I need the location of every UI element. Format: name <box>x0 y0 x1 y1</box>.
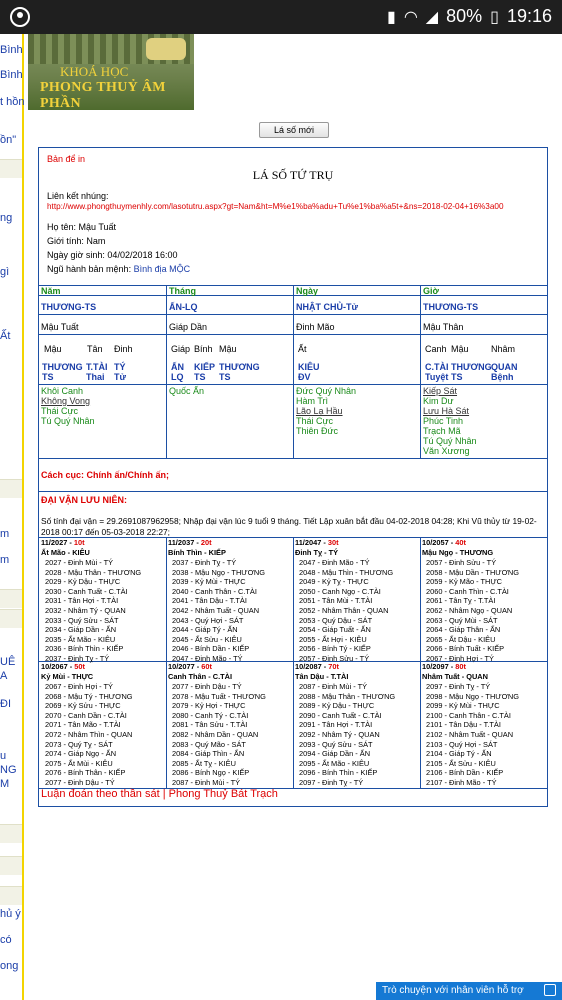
element-row <box>47 264 190 274</box>
year-row: 2095 - Ất Mão - KIÊU <box>299 758 370 768</box>
year-row: 2050 - Canh Ngọ - C.TÀI <box>299 586 381 596</box>
ten-god-state: Bệnh <box>491 372 514 382</box>
year-row: 2047 - Đinh Mão - TÝ <box>172 654 243 663</box>
shensha-item: Đức Quý Nhân <box>296 386 357 396</box>
shensha-item: Hàm Trì <box>296 396 329 406</box>
year-row: 2028 - Mậu Thân - THƯƠNG <box>45 567 142 577</box>
element-value: Bình địa MỘC <box>133 264 191 274</box>
shensha-item: Thái Cực <box>41 406 79 416</box>
period-stem: Kỷ Mùi - THỰC <box>41 672 94 681</box>
year-row: 2099 - Kỷ Mùi - THỰC <box>426 701 500 711</box>
period-stem: Ất Mão - KIÊU <box>41 548 90 557</box>
ten-god: THƯƠNG <box>451 362 492 372</box>
shensha-item: Trạch Mã <box>423 426 461 436</box>
feng-shui-link[interactable]: Phong Thuỷ Bát Trạch <box>168 788 278 800</box>
ten-god-state: LQ <box>171 372 184 382</box>
account-icon <box>10 7 30 27</box>
year-row: 2097 - Đinh Tỵ - TÝ <box>426 682 491 691</box>
dai-van-description: Số tính đại vận = 29.2691087962958; Nhập đại vận lúc 9 tuổi 9 tháng. Tiết Lập xuân bắt đầu 04-02-2018 04:28; Khi Vũ thủy từ 19-02-2018 00:17 đến 05-03-2018 22:27; <box>41 516 537 537</box>
year-row: 2067 - Đinh Hợi - TÝ <box>45 682 113 691</box>
year-row: 2051 - Tân Mùi - T.TÀI <box>299 596 373 606</box>
year-row: 2058 - Mậu Dần - THƯƠNG <box>426 567 520 577</box>
year-row: 2030 - Canh Tuất - C.TÀI <box>45 586 128 596</box>
ten-god: KIÊU <box>298 362 320 372</box>
period-date: 11/2037 - <box>168 538 201 547</box>
year-row: 2056 - Bính Tý - KIẾP <box>299 644 371 654</box>
pillar-day-star: NHẬT CHỦ-Tử <box>296 302 359 312</box>
ten-god: C.TÀI <box>425 362 449 372</box>
ten-god: ẤN <box>171 362 184 372</box>
period-header <box>168 538 212 548</box>
year-row: 2096 - Bính Thìn - KIẾP <box>299 768 378 778</box>
year-row: 2061 - Tân Tỵ - T.TÀI <box>426 596 496 606</box>
period-header <box>422 662 466 672</box>
year-row: 2093 - Quý Sửu - SÁT <box>299 739 373 749</box>
pillar-hour-can: Mậu Thân <box>423 322 464 332</box>
pillar-hour-star: THƯƠNG-TS <box>423 302 479 312</box>
yin-yang-logo <box>146 38 186 60</box>
ten-god-state: Tử <box>114 372 127 382</box>
sidebar-link[interactable]: t hồn <box>0 96 25 108</box>
shensha-item: Tú Quý Nhân <box>423 436 477 446</box>
ten-god: TÝ <box>114 362 126 372</box>
year-row: 2075 - Ất Mùi - KIÊU <box>45 758 113 768</box>
year-row: 2052 - Nhâm Thân - QUAN <box>299 606 389 615</box>
ten-god: THƯƠNG <box>42 362 83 372</box>
period-date: 10/2087 - <box>295 662 329 671</box>
banner-line1: KHOÁ HỌC <box>60 64 129 79</box>
year-row: 2089 - Kỷ Dậu - THỰC <box>299 701 375 711</box>
ten-god-state: TS <box>42 372 54 382</box>
ten-god: QUAN <box>491 362 518 372</box>
year-row: 2031 - Tân Hợi - T.TÀI <box>45 596 119 606</box>
period-age: 40t <box>455 538 466 547</box>
period-stem: Đinh Tỵ - TÝ <box>295 548 339 557</box>
course-banner[interactable] <box>28 34 194 110</box>
sidebar-link[interactable]: Ất <box>0 330 11 342</box>
cach-cuc: Cách cục: Chính ấn/Chính ấn; <box>41 470 170 480</box>
year-row: 2037 - Đinh Tỵ - TÝ <box>45 654 110 663</box>
year-row: 2057 - Đinh Sửu - TÝ <box>299 654 370 663</box>
shensha-item: Văn Xương <box>423 446 470 456</box>
year-row: 2083 - Quý Mão - SÁT <box>172 739 246 749</box>
footer-separator: | <box>159 788 169 800</box>
sidebar-link[interactable]: ồn" <box>0 134 17 146</box>
pillar-hour-head: Giờ <box>423 286 439 296</box>
year-row: 2081 - Tân Sửu - T.TÀI <box>172 720 248 730</box>
year-row: 2036 - Bính Thìn - KIẾP <box>45 644 124 654</box>
year-row: 2070 - Canh Dần - C.TÀI <box>45 710 127 720</box>
year-row: 2042 - Nhâm Tuất - QUAN <box>172 606 260 615</box>
clock: 19:16 <box>506 6 552 26</box>
year-row: 2062 - Nhâm Ngọ - QUAN <box>426 606 513 615</box>
hidden-stem: Mậu <box>44 344 62 354</box>
year-row: 2086 - Bính Ngọ - KIẾP <box>172 768 250 778</box>
pillar-day-can: Đinh Mão <box>296 322 335 332</box>
battery-level: 80% <box>446 6 483 26</box>
sidebar-link[interactable]: ĐI <box>0 698 11 710</box>
period-age: 10t <box>73 538 85 547</box>
pillar-year-head: Năm <box>41 286 61 296</box>
year-row: 2101 - Tân Dậu - T.TÀI <box>426 720 501 730</box>
year-row: 2034 - Giáp Dần - ẤN <box>45 625 117 635</box>
year-row: 2035 - Ất Mão - KIÊU <box>45 634 116 644</box>
ten-god-state: TS <box>194 372 206 382</box>
notification-icon: ▮ <box>387 8 396 26</box>
year-row: 2032 - Nhâm Tý - QUAN <box>45 606 126 615</box>
shensha-analysis-link[interactable]: Luận đoán theo thần sát <box>41 788 160 800</box>
hidden-stem: Đinh <box>114 344 133 354</box>
year-row: 2073 - Quý Tỵ - SÁT <box>45 739 113 749</box>
sidebar-link[interactable]: ong <box>0 960 19 972</box>
period-header <box>295 662 339 672</box>
sidebar-link[interactable]: có <box>0 934 12 946</box>
year-row: 2037 - Đinh Tỵ - TÝ <box>172 558 237 567</box>
year-row: 2097 - Đinh Tỵ - TÝ <box>299 778 364 787</box>
year-row: 2077 - Đinh Dậu - TÝ <box>172 682 242 691</box>
sidebar-link[interactable]: m <box>0 528 10 540</box>
period-stem: Bính Thìn - KIẾP <box>168 548 226 557</box>
sidebar-link[interactable]: ng <box>0 212 13 224</box>
year-row: 2072 - Nhâm Thìn - QUAN <box>45 730 133 739</box>
sidebar-link[interactable]: hủ ý <box>0 908 21 920</box>
battery-icon: ▯ <box>490 8 499 26</box>
period-header <box>168 662 212 672</box>
ten-god: KIẾP <box>194 362 216 372</box>
left-sidebar <box>0 34 24 1000</box>
shensha-item: Tú Quý Nhân <box>41 416 95 426</box>
period-stem: Mậu Ngọ - THƯƠNG <box>422 548 494 557</box>
period-stem: Tân Dậu - T.TÀI <box>295 672 349 681</box>
shensha-item[interactable]: Kiếp Sát <box>423 386 458 396</box>
birth-datetime: Ngày giờ sinh: 04/02/2018 16:00 <box>47 250 178 260</box>
banner-line2: PHONG THUỶ ÂM PHẦN <box>40 80 166 110</box>
shensha-item: Khôi Canh <box>41 386 84 396</box>
year-row: 2079 - Kỷ Hợi - THỰC <box>172 701 246 711</box>
chat-label: Trò chuyện với nhân viên hỗ trợ <box>382 985 524 996</box>
year-row: 2049 - Kỷ Tỵ - THỰC <box>299 577 369 587</box>
sidebar-link[interactable]: gì <box>0 266 10 278</box>
gender: Giới tính: Nam <box>47 236 106 246</box>
sidebar-link[interactable]: u <box>0 750 7 762</box>
year-row: 2103 - Quý Hợi - SÁT <box>426 739 498 749</box>
footer-links <box>41 788 278 800</box>
year-row: 2046 - Bính Dần - KIẾP <box>172 644 250 654</box>
shensha-item: Thái Cực <box>296 416 334 426</box>
year-row: 2107 - Đinh Mão - TÝ <box>426 778 497 787</box>
period-date: 11/2047 - <box>295 538 328 547</box>
year-row: 2084 - Giáp Thìn - ẤN <box>172 749 245 759</box>
year-row: 2029 - Kỷ Dậu - THỰC <box>45 577 121 587</box>
year-row: 2071 - Tân Mão - T.TÀI <box>45 720 121 730</box>
year-row: 2055 - Ất Hợi - KIÊU <box>299 634 367 644</box>
sidebar-link[interactable]: Bình <box>0 69 23 81</box>
year-row: 2082 - Nhâm Dần - QUAN <box>172 730 259 739</box>
year-row: 2064 - Giáp Thân - ẤN <box>426 625 501 635</box>
period-stem: Canh Thân - C.TÀI <box>168 672 233 681</box>
sidebar-link[interactable]: Bình <box>0 44 23 56</box>
shensha-item[interactable]: Không Vong <box>41 396 91 406</box>
ten-god-state: Thai <box>86 372 105 382</box>
year-row: 2053 - Quý Dậu - SÁT <box>299 615 373 625</box>
pillar-year-can: Mậu Tuất <box>41 322 79 332</box>
ten-god-state: Tuyệt <box>425 372 449 382</box>
year-row: 2088 - Mậu Thân - THƯƠNG <box>299 691 396 701</box>
period-date: 11/2027 - <box>41 538 74 547</box>
full-name: Họ tên: Mậu Tuất <box>47 222 117 232</box>
ten-god: THƯƠNG <box>219 362 260 372</box>
embed-url[interactable]: http://www.phongthuymenhly.com/lasotutru.aspx?gt=Nam&ht=M%e1%ba%adu+Tu%e1%ba%a5t+&ns=2018-02-04+16%3a00 <box>47 202 504 211</box>
year-row: 2048 - Mậu Thìn - THƯƠNG <box>299 567 394 577</box>
hidden-stem: Nhâm <box>491 344 516 354</box>
year-row: 2090 - Canh Tuất - C.TÀI <box>299 710 382 720</box>
year-row: 2098 - Mậu Ngọ - THƯƠNG <box>426 691 520 701</box>
period-age: 20t <box>200 538 212 547</box>
period-age: 70t <box>328 662 339 671</box>
year-row: 2047 - Đinh Mão - TÝ <box>299 558 370 567</box>
shensha-item: Thiên Đức <box>296 426 339 436</box>
year-row: 2105 - Ất Sửu - KIÊU <box>426 758 496 768</box>
shensha-item[interactable]: Lưu Hà Sát <box>423 406 470 416</box>
pillar-month-head: Tháng <box>169 286 196 296</box>
year-row: 2085 - Ất Tỵ - KIÊU <box>172 758 236 768</box>
year-row: 2067 - Đinh Hợi - TÝ <box>426 654 494 663</box>
year-row: 2068 - Mậu Tý - THƯƠNG <box>45 691 133 701</box>
year-row: 2094 - Giáp Dần - ẤN <box>299 749 371 759</box>
shensha-item: Kim Dư <box>423 396 454 406</box>
year-row: 2027 - Đinh Mùi - TÝ <box>45 558 114 567</box>
ten-god-state: TS <box>451 372 463 382</box>
year-row: 2066 - Bính Tuất - KIẾP <box>426 644 505 654</box>
year-row: 2054 - Giáp Tuất - ẤN <box>299 625 371 635</box>
print-link[interactable]: Bản để in <box>47 154 86 164</box>
year-row: 2040 - Canh Thân - C.TÀI <box>172 586 257 596</box>
hidden-stem: Bính <box>194 344 213 354</box>
shensha-item[interactable]: Lão Lạ Hầu <box>296 406 343 416</box>
shensha-item: Quốc Ấn <box>169 386 205 396</box>
ten-god-state: ĐV <box>298 372 311 382</box>
period-age: 60t <box>201 662 212 671</box>
period-header <box>295 538 339 548</box>
pillar-day-head: Ngày <box>296 286 319 296</box>
sidebar-link[interactable]: UÊ <box>0 656 16 668</box>
year-row: 2057 - Đinh Sửu - TÝ <box>426 558 497 567</box>
shensha-item: Phúc Tinh <box>423 416 464 426</box>
year-row: 2038 - Mậu Ngọ - THƯƠNG <box>172 567 266 577</box>
period-age: 50t <box>74 662 85 671</box>
year-row: 2106 - Bính Dần - KIẾP <box>426 768 504 778</box>
period-date: 10/2067 - <box>41 662 75 671</box>
ten-god-state: TS <box>219 372 231 382</box>
year-row: 2059 - Kỷ Mão - THỰC <box>426 577 502 587</box>
year-row: 2076 - Bính Thân - KIẾP <box>45 768 126 778</box>
period-header <box>41 662 85 672</box>
hidden-stem: Ất <box>298 344 307 354</box>
year-row: 2074 - Giáp Ngọ - ẤN <box>45 749 117 759</box>
period-date: 10/2077 - <box>168 662 202 671</box>
sidebar-link[interactable]: m <box>0 554 10 566</box>
year-row: 2087 - Đinh Mùi - TÝ <box>299 682 368 691</box>
year-row: 2063 - Quý Mùi - SÁT <box>426 615 498 625</box>
year-row: 2041 - Tân Dậu - T.TÀI <box>172 596 247 606</box>
year-row: 2039 - Kỷ Mùi - THỰC <box>172 577 246 587</box>
year-row: 2077 - Đinh Dậu - TÝ <box>45 778 115 787</box>
year-row: 2100 - Canh Thân - C.TÀI <box>426 710 511 720</box>
year-row: 2087 - Đinh Mùi - TÝ <box>172 778 241 787</box>
year-row: 2080 - Canh Tý - C.TÀI <box>172 710 249 720</box>
year-row: 2104 - Giáp Tý - ẤN <box>426 749 492 759</box>
hidden-stem: Giáp <box>171 344 191 354</box>
period-header <box>422 538 466 548</box>
link-label: Liên kết nhúng: <box>47 191 109 201</box>
hidden-stem: Mậu <box>451 344 469 354</box>
period-header <box>41 538 85 548</box>
element-label: Ngũ hành bản mệnh: <box>47 264 132 274</box>
expand-icon <box>544 984 556 996</box>
hidden-stem: Mậu <box>219 344 237 354</box>
dai-van-heading: ĐẠI VẬN LƯU NIÊN: <box>41 495 127 505</box>
year-row: 2065 - Ất Dậu - KIÊU <box>426 634 496 644</box>
year-row: 2078 - Mậu Tuất - THƯƠNG <box>172 691 266 701</box>
year-row: 2043 - Quý Hợi - SÁT <box>172 615 244 625</box>
year-row: 2033 - Quý Sửu - SÁT <box>45 615 119 625</box>
year-row: 2045 - Ất Sửu - KIÊU <box>172 634 242 644</box>
period-age: 80t <box>455 662 466 671</box>
pillar-month-star: ẤN-LQ <box>169 302 198 312</box>
sidebar-link[interactable]: M <box>0 778 10 790</box>
wifi-icon: ◠ <box>403 8 418 26</box>
ten-god: T.TÀI <box>86 362 108 372</box>
year-row: 2102 - Nhâm Tuất - QUAN <box>426 730 514 739</box>
period-stem: Nhâm Tuất - QUAN <box>422 672 488 681</box>
period-date: 10/2057 - <box>422 538 456 547</box>
page-title: LÁ SỐ TỨ TRỤ <box>252 168 334 182</box>
year-row: 2069 - Kỷ Sửu - THỰC <box>45 701 121 711</box>
year-row: 2091 - Tân Hợi - T.TÀI <box>299 720 373 730</box>
chart-card <box>38 147 548 807</box>
status-bar <box>0 0 562 34</box>
year-row: 2044 - Giáp Tý - ẤN <box>172 625 238 635</box>
year-row: 2092 - Nhâm Tý - QUAN <box>299 730 380 739</box>
signal-icon: ◢ <box>425 8 439 26</box>
period-date: 10/2097 - <box>422 662 456 671</box>
hidden-stem: Canh <box>425 344 447 354</box>
pillar-month-can: Giáp Dần <box>169 322 208 332</box>
year-row: 2060 - Canh Thìn - C.TÀI <box>426 586 509 596</box>
sidebar-link[interactable]: A <box>0 670 8 682</box>
new-chart-button[interactable]: Lá số mới <box>259 122 329 138</box>
sidebar-link[interactable]: NG <box>0 764 17 776</box>
pillar-year-star: THƯƠNG-TS <box>41 302 97 312</box>
chat-support-bar[interactable] <box>376 982 562 1000</box>
hidden-stem: Tân <box>87 344 103 354</box>
period-age: 30t <box>327 538 339 547</box>
